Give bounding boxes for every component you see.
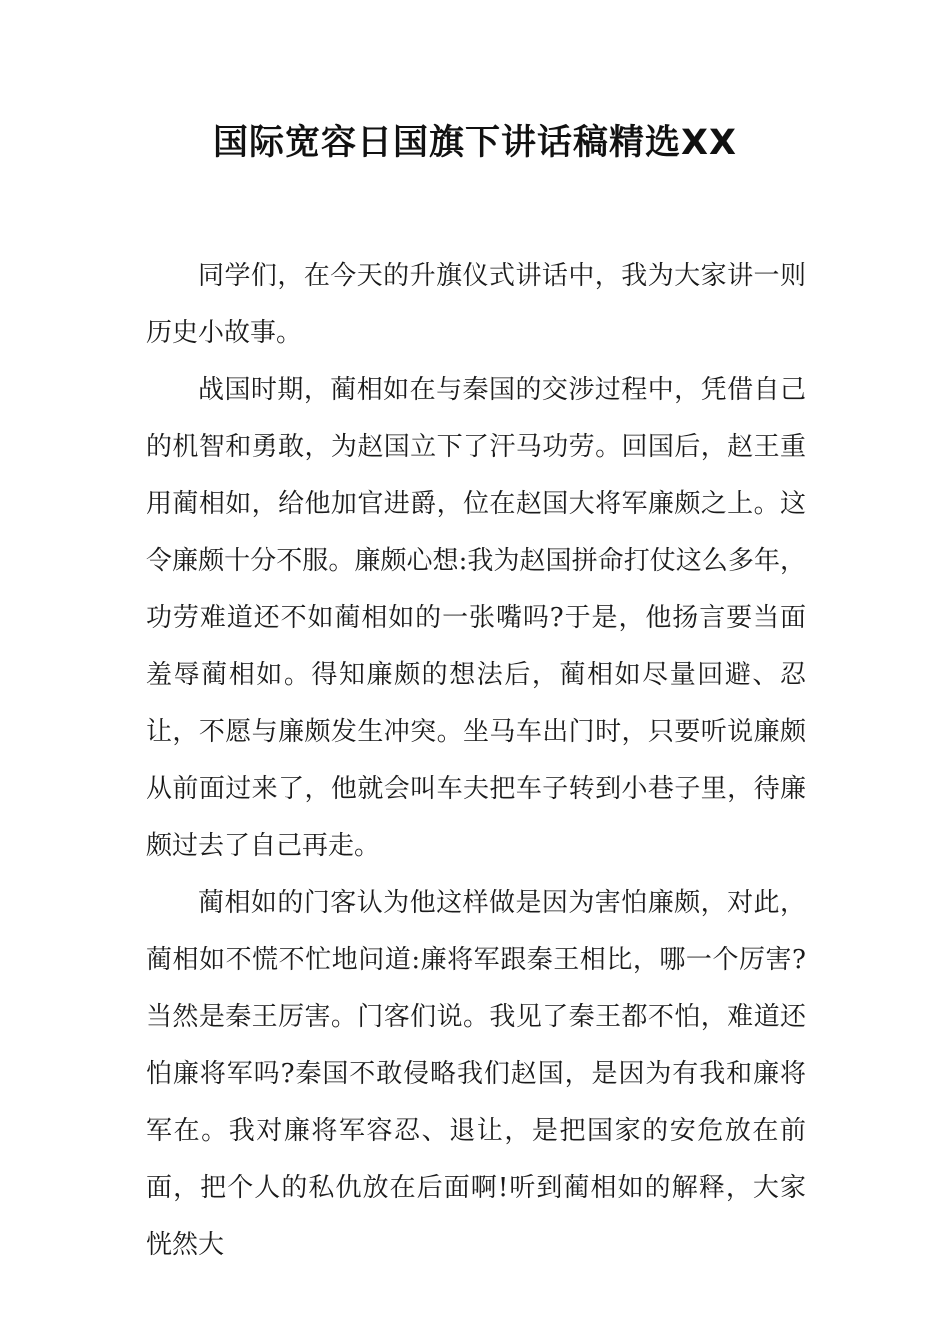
paragraph-3: 蔺相如的门客认为他这样做是因为害怕廉颇，对此，蔺相如不慌不忙地问道:廉将军跟秦王相比，哪一个厉害?当然是秦王厉害。门客们说。我见了秦王都不怕，难道还怕廉将军吗?秦国不敢侵略我们赵国，是因为有我和廉将军在。我对廉将军容忍、退让，是把国家的安危放在前面，把个人的私仇放在后面啊!听到蔺相如的解释，大家恍然大	[146, 888, 806, 1260]
document-title: 国际宽容日国旗下讲话稿精选XX	[213, 123, 737, 163]
paragraph-2: 战国时期，蔺相如在与秦国的交涉过程中，凭借自己的机智和勇敢，为赵国立下了汗马功劳。回国后，赵王重用蔺相如，给他加官进爵，位在赵国大将军廉颇之上。这令廉颇十分不服。廉颇心想:我为赵国拼命打仗这么多年，功劳难道还不如蔺相如的一张嘴吗?于是，他扬言要当面羞辱蔺相如。得知廉颇的想法后，蔺相如尽量回避、忍让，不愿与廉颇发生冲突。坐马车出门时，只要听说廉颇从前面过来了，他就会叫车夫把车子转到小巷子里，待廉颇过去了自己再走。	[146, 375, 806, 861]
paragraph-1: 同学们，在今天的升旗仪式讲话中，我为大家讲一则历史小故事。	[146, 261, 806, 348]
document-body	[146, 248, 806, 1274]
